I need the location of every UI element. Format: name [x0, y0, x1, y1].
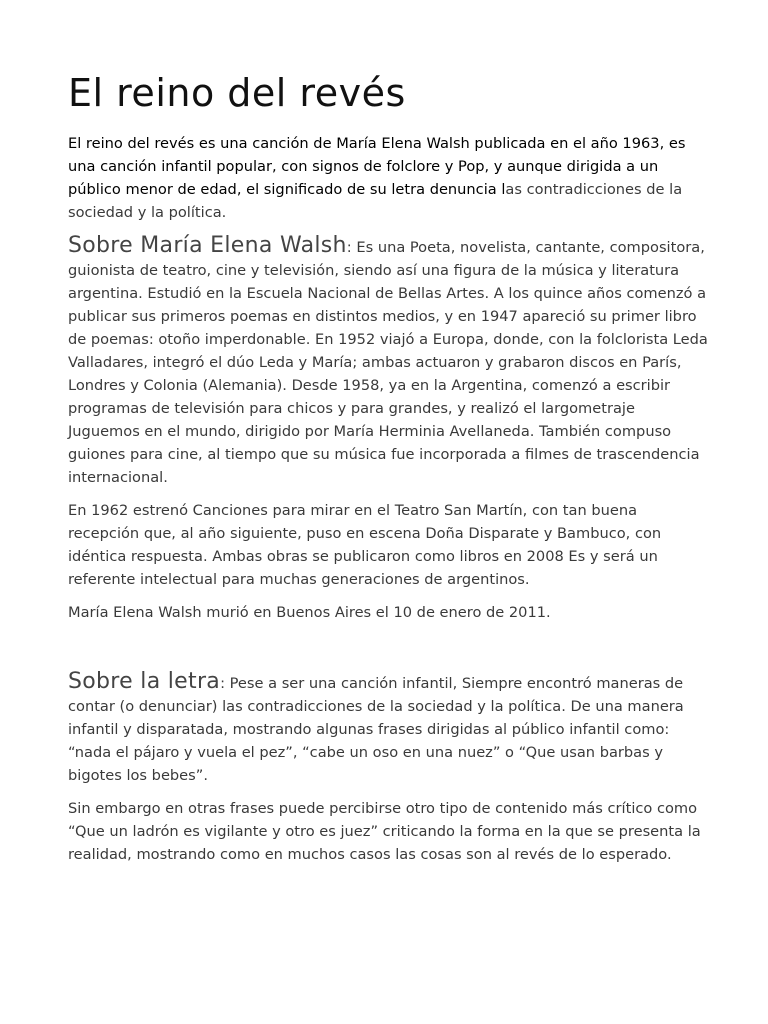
section-heading-separator: :	[346, 239, 352, 256]
document-page	[68, 70, 708, 876]
section-letra-paragraph	[68, 670, 708, 787]
walsh-paragraph-2: En 1962 estrenó Canciones para mirar en el Teatro San Martín, con tan buena recepción que, al año siguiente, puso en escena Doña Disparate y Bambuco, con idéntica respuesta. Ambas obras se publicaron como libros en 2008 Es y será un referente intelectual para muchas generaciones de argentinos.	[68, 502, 662, 588]
document-title: El reino del revés	[68, 71, 406, 115]
letra-paragraph-2: Sin embargo en otras frases puede percibirse otro tipo de contenido más crítico como “Que un ladrón es vigilante y otro es juez” criticando la forma en la que se presenta la realidad, mostrando como en muchos casos las cosas son al revés de lo esperado.	[68, 800, 701, 863]
section-walsh-body: Es una Poeta, novelista, cantante, compositora, guionista de teatro, cine y televisión, siendo así una figura de la música y literatura argentina. Estudió en la Escuela Nacional de Bellas Artes. A los quince años comenzó a publicar sus primeros poemas en distintos medios, y en 1947 apareció su primer libro de poemas: otoño imperdonable. En 1952 viajó a Europa, donde, con la folclorista Leda Valladares, integró el dúo Leda y María; ambas actuaron y grabaron discos en París, Londres y Colonia (Alemania). Desde 1958, ya en la Argentina, comenzó a escribir programas de televisión para chicos y para grandes, y realizó el largometraje Juguemos en el mundo, dirigido por María Herminia Avellaneda. También compuso guiones para cine, al tiempo que su música fue incorporada a filmes de trascendencia internacional.	[68, 239, 708, 486]
section-spacer	[68, 634, 708, 664]
intro-text: El reino del revés es una canción de María Elena Walsh publicada en el año 1963, es una canción infantil popular, con signos de folclore y Pop, y aunque dirigida a un público menor de edad, el significado de su letra denuncia l	[68, 135, 686, 198]
section-heading-letra: Sobre la letra	[68, 669, 221, 694]
section-heading-separator: :	[220, 675, 225, 692]
section-walsh-paragraph	[68, 234, 708, 489]
section-heading-walsh: Sobre María Elena Walsh	[68, 233, 347, 258]
intro-paragraph	[68, 132, 708, 224]
walsh-paragraph-3: María Elena Walsh murió en Buenos Aires el 10 de enero de 2011.	[68, 604, 551, 621]
intro-text-tail: as contradicciones de la sociedad y la política.	[68, 181, 683, 221]
section-letra-body: Pese a ser una canción infantil, Siempre encontró maneras de contar (o denunciar) las contradicciones de la sociedad y la política. De una manera infantil y disparatada, mostrando algunas frases dirigidas al público infantil como: “nada el pájaro y vuela el pez”, “cabe un oso en una nuez” o “Que usan barbas y bigotes los bebes”.	[68, 675, 684, 784]
